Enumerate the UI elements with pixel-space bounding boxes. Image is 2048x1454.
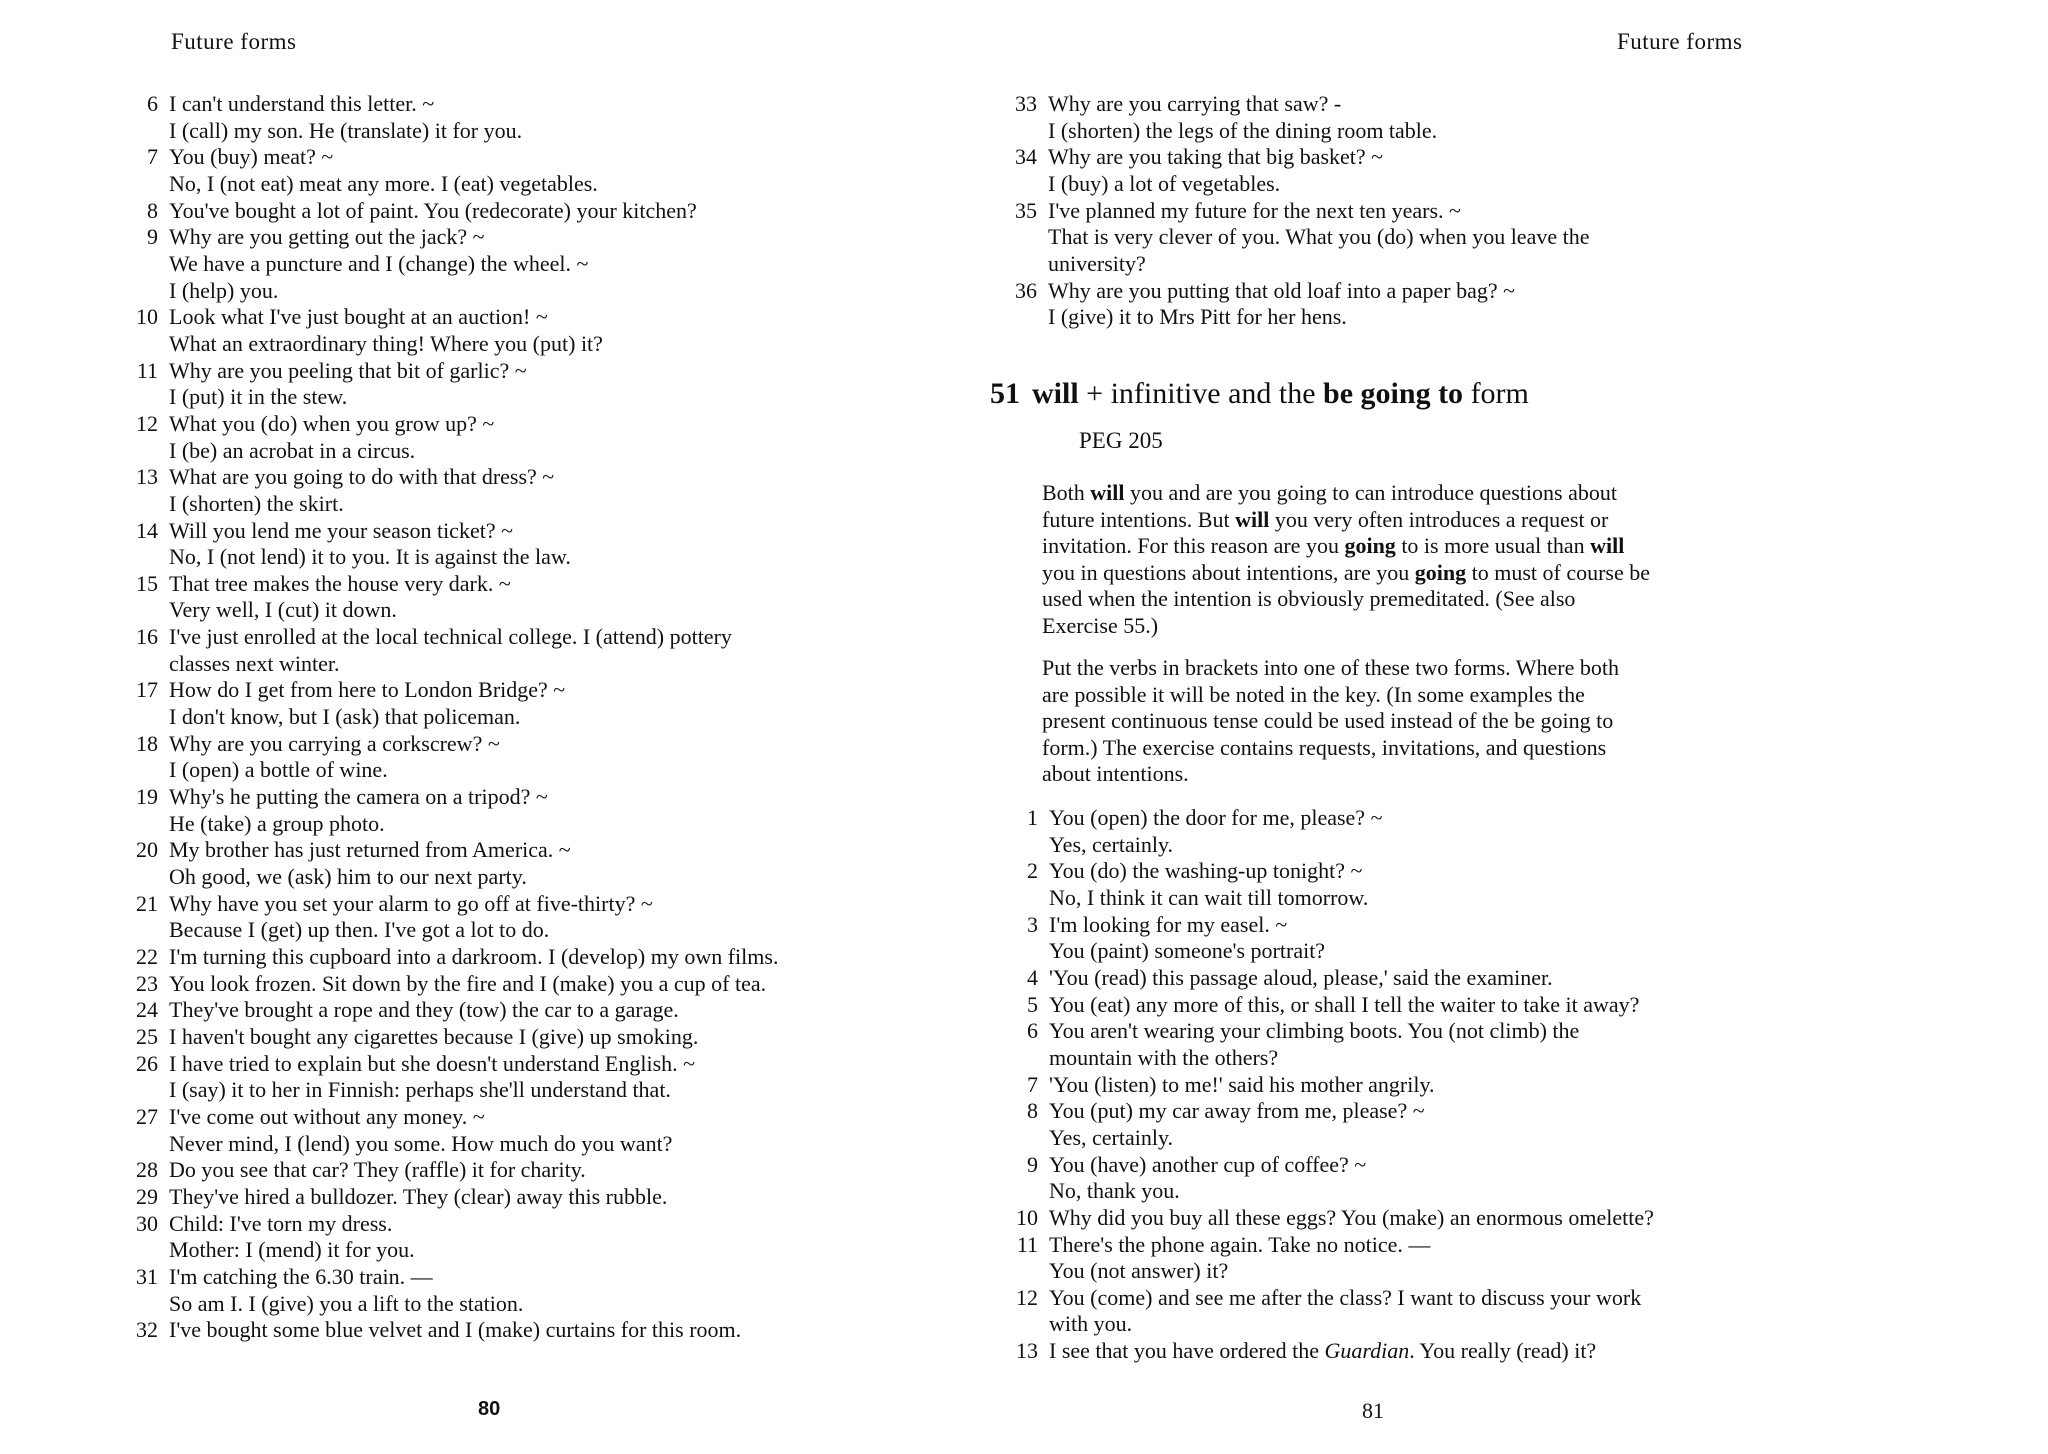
exercise-line: You (put) my car away from me, please? ~	[1049, 1098, 1425, 1124]
exercise-line: I see that you have ordered the Guardian. You really (read) it?	[1049, 1338, 1597, 1364]
exercise-text	[1049, 1232, 1818, 1285]
exercise-item	[998, 858, 1818, 911]
exercise-item	[118, 1024, 948, 1051]
exercise-line: No, I think it can wait till tomorrow.	[1049, 884, 1369, 910]
paragraph-line: about intentions.	[1042, 761, 1189, 786]
exercise-line: Will you lend me your season ticket? ~	[169, 517, 513, 543]
exercise-item	[998, 1285, 1818, 1338]
exercise-number: 5	[1027, 991, 1038, 1017]
exercise-text	[1049, 858, 1818, 911]
exercise-line: I've come out without any money. ~	[169, 1103, 485, 1129]
exercise-text	[169, 91, 948, 144]
exercise-item	[118, 837, 948, 890]
exercise-line: I have tried to explain but she doesn't understand English. ~	[169, 1050, 696, 1076]
exercise-item	[998, 912, 1818, 965]
exercise-text	[169, 731, 948, 784]
exercise-text	[169, 971, 948, 998]
exercise-line: I (open) a bottle of wine.	[169, 757, 388, 783]
exercise-line: You (paint) someone's portrait?	[1049, 938, 1326, 964]
paragraph-line	[1042, 586, 1762, 613]
exercise-text	[1049, 1338, 1818, 1365]
exercise-item	[118, 624, 948, 677]
exercise-text	[169, 411, 948, 464]
exercise-line: What an extraordinary thing! Where you (put) it?	[169, 330, 603, 356]
exercise-line: 'You (listen) to me!' said his mother angrily.	[1049, 1071, 1435, 1097]
exercise-line: You (open) the door for me, please? ~	[1049, 805, 1383, 830]
exercise-item	[118, 224, 948, 304]
exercise-item	[118, 91, 948, 144]
exercise-item	[997, 91, 1817, 144]
exercise-item	[118, 677, 948, 730]
exercise-list	[997, 91, 1817, 331]
exercise-text	[169, 837, 948, 890]
paragraph-line: Put the verbs in brackets into one of these two forms. Where both	[1042, 655, 1619, 680]
paragraph-text: Both	[1042, 480, 1091, 505]
exercise-text	[169, 1264, 948, 1317]
exercise-text	[169, 784, 948, 837]
exercise-line: Never mind, I (lend) you some. How much do you want?	[169, 1130, 673, 1156]
paragraph-text: you in questions about intentions, are you	[1042, 559, 1415, 585]
exercise-number: 20	[136, 837, 158, 863]
exercise-item	[118, 144, 948, 197]
paragraph-text: to is more usual than	[1395, 533, 1591, 558]
exercise-line: Why have you set your alarm to go off at five-thirty? ~	[169, 890, 653, 916]
exercise-line: 'You (read) this passage aloud, please,' said the examiner.	[1049, 964, 1553, 990]
exercise-line: I'm catching the 6.30 train. —	[169, 1263, 433, 1289]
exercise-item	[998, 1338, 1818, 1365]
exercise-item	[118, 997, 948, 1024]
exercise-line: university?	[1048, 250, 1146, 276]
exercise-line: How do I get from here to London Bridge? ~	[169, 677, 566, 703]
left-page	[0, 0, 990, 1454]
exercise-line: Why did you buy all these eggs? You (make) an enormous omelette?	[1049, 1204, 1654, 1230]
exercise-line: I (shorten) the legs of the dining room table.	[1048, 117, 1438, 143]
running-head: Future forms	[171, 29, 297, 54]
exercise-line: So am I. I (give) you a lift to the station.	[169, 1290, 524, 1316]
exercise-text	[169, 891, 948, 944]
paragraph-line	[1042, 533, 1762, 560]
exercise-line: I (be) an acrobat in a circus.	[169, 437, 416, 463]
exercise-number: 15	[136, 570, 158, 596]
paragraph-text: used when the intention is obviously premeditated. (See also	[1042, 586, 1576, 611]
paragraph-text: future intentions. But	[1042, 506, 1236, 532]
exercise-line: Why are you carrying a corkscrew? ~	[169, 730, 500, 756]
exercise-number: 14	[136, 517, 158, 543]
exercise-item	[997, 278, 1817, 331]
bold-term: going	[1344, 533, 1396, 558]
exercise-list	[998, 805, 1818, 1365]
exercise-item	[118, 198, 948, 225]
exercise-text	[169, 304, 948, 357]
exercise-item	[118, 518, 948, 571]
exercise-text	[1048, 144, 1817, 197]
exercise-number: 12	[136, 410, 158, 436]
paragraph-line: form.) The exercise contains requests, invitations, and questions	[1042, 734, 1607, 760]
exercise-line: Why are you putting that old loaf into a paper bag? ~	[1048, 277, 1516, 303]
exercise-text	[169, 677, 948, 730]
exercise-item	[118, 1184, 948, 1211]
running-head: Future forms	[1617, 29, 1743, 54]
exercise-number: 11	[1016, 1231, 1038, 1257]
bold-term: going	[1414, 559, 1467, 585]
bold-term: will	[1235, 506, 1270, 532]
exercise-line: You aren't wearing your climbing boots. You (not climb) the	[1049, 1018, 1580, 1044]
exercise-text	[1049, 992, 1818, 1019]
exercise-item	[118, 1264, 948, 1317]
exercise-line: You (have) another cup of coffee? ~	[1049, 1151, 1367, 1177]
exercise-item	[118, 304, 948, 357]
exercise-item	[118, 571, 948, 624]
page-number: 81	[1362, 1398, 1384, 1423]
exercise-text	[1049, 912, 1818, 965]
paragraph-line	[1042, 613, 1762, 640]
exercise-line: You (buy) meat? ~	[169, 144, 334, 170]
paragraph-text: you and are you going to can introduce questions about	[1124, 480, 1617, 505]
exercise-text	[169, 571, 948, 624]
exercise-text	[169, 944, 948, 971]
exercise-text	[1049, 1285, 1818, 1338]
paragraph-line: are possible it will be noted in the key. (In some examples the	[1042, 681, 1585, 707]
exercise-line: Mother: I (mend) it for you.	[169, 1237, 415, 1263]
exercise-number: 24	[136, 997, 158, 1023]
exercise-number: 35	[1015, 197, 1037, 223]
exercise-number: 8	[147, 197, 158, 223]
exercise-item	[118, 731, 948, 784]
exercise-line: Yes, certainly.	[1049, 1124, 1174, 1150]
exercise-line: He (take) a group photo.	[169, 810, 385, 836]
exercise-number: 6	[1027, 1018, 1038, 1044]
exercise-line: I'm looking for my easel. ~	[1049, 911, 1288, 937]
exercise-line: You (come) and see me after the class? I want to discuss your work	[1049, 1284, 1642, 1310]
exercise-line: You (do) the washing-up tonight? ~	[1049, 858, 1363, 884]
exercise-line: I haven't bought any cigarettes because I (give) up smoking.	[169, 1023, 699, 1049]
exercise-number: 22	[136, 944, 158, 969]
exercise-line: I've bought some blue velvet and I (make) curtains for this room.	[169, 1317, 742, 1343]
section-title-bold: will	[1032, 377, 1079, 410]
exercise-text	[1048, 278, 1817, 331]
section-title-bold: be going to	[1323, 377, 1464, 410]
exercise-number: 7	[147, 144, 158, 170]
exercise-item	[118, 1317, 948, 1344]
paragraph-line	[1042, 480, 1762, 507]
exercise-list	[118, 91, 948, 1344]
exercise-line: classes next winter.	[169, 650, 340, 676]
exercise-line: I've just enrolled at the local technical college. I (attend) pottery	[169, 624, 732, 650]
exercise-line: We have a puncture and I (change) the wheel. ~	[169, 250, 589, 276]
exercise-item	[118, 1104, 948, 1157]
exercise-number: 9	[1027, 1151, 1038, 1177]
exercise-number: 23	[136, 970, 158, 996]
exercise-line: They've brought a rope and they (tow) the car to a garage.	[169, 997, 679, 1023]
instruction-paragraph	[1042, 655, 1762, 788]
exercise-line: Do you see that car? They (raffle) it for charity.	[169, 1157, 586, 1183]
exercise-line: I (buy) a lot of vegetables.	[1048, 170, 1281, 196]
exercise-line: I've planned my future for the next ten years. ~	[1048, 197, 1461, 223]
exercise-number: 16	[136, 624, 158, 650]
exercise-text	[169, 1104, 948, 1157]
exercise-line: Because I (get) up then. I've got a lot to do.	[169, 917, 550, 943]
exercise-line: You look frozen. Sit down by the fire and I (make) you a cup of tea.	[169, 970, 767, 996]
exercise-number: 34	[1015, 144, 1037, 170]
exercise-number: 8	[1027, 1098, 1038, 1124]
exercise-text	[1049, 1018, 1818, 1071]
exercise-line: Why are you peeling that bit of garlic? ~	[169, 357, 527, 383]
exercise-line: with you.	[1049, 1311, 1133, 1337]
exercise-text	[1049, 1205, 1818, 1232]
exercise-number: 10	[1016, 1204, 1038, 1230]
exercise-line: Child: I've torn my dress.	[169, 1210, 393, 1236]
exercise-line: Look what I've just bought at an auction! ~	[169, 304, 548, 330]
exercise-item	[118, 1211, 948, 1264]
exercise-item	[997, 198, 1817, 278]
exercise-number: 13	[136, 464, 158, 490]
exercise-number: 9	[147, 224, 158, 250]
exercise-item	[118, 944, 948, 971]
exercise-text	[169, 1051, 948, 1104]
section-number: 51	[990, 377, 1020, 410]
exercise-item	[118, 784, 948, 837]
exercise-text	[169, 144, 948, 197]
exercise-text	[169, 358, 948, 411]
exercise-text	[1049, 1152, 1818, 1205]
page-number: 80	[478, 1398, 501, 1420]
exercise-number: 10	[136, 304, 158, 330]
exercise-number: 32	[136, 1317, 158, 1343]
exercise-item	[998, 1205, 1818, 1232]
italic-title: Guardian	[1324, 1338, 1410, 1364]
exercise-text	[169, 518, 948, 571]
exercise-number: 31	[136, 1263, 158, 1289]
exercise-number: 33	[1015, 91, 1037, 116]
exercise-number: 2	[1027, 858, 1038, 884]
exercise-number: 11	[136, 357, 158, 383]
exercise-line: What you (do) when you grow up? ~	[169, 410, 495, 436]
exercise-number: 26	[136, 1050, 158, 1076]
paragraph-line	[1042, 560, 1762, 587]
exercise-number: 7	[1027, 1071, 1038, 1097]
exercise-line: No, thank you.	[1049, 1178, 1180, 1204]
exercise-line: I can't understand this letter. ~	[169, 91, 435, 116]
exercise-item	[118, 1157, 948, 1184]
exercise-number: 29	[136, 1183, 158, 1209]
paragraph-text: Exercise 55.)	[1042, 612, 1159, 638]
exercise-text	[1049, 965, 1818, 992]
exercise-number: 36	[1015, 277, 1037, 303]
bold-term: will	[1090, 480, 1125, 505]
exercise-line: I (put) it in the stew.	[169, 384, 348, 410]
exercise-number: 25	[136, 1023, 158, 1049]
exercise-line: My brother has just returned from America. ~	[169, 837, 571, 863]
section-title-text: form	[1463, 377, 1529, 410]
exercise-item	[998, 965, 1818, 992]
exercise-text	[169, 1211, 948, 1264]
exercise-number: 6	[147, 91, 158, 116]
bold-term: will	[1590, 533, 1625, 558]
exercise-number: 27	[136, 1103, 158, 1129]
exercise-item	[118, 891, 948, 944]
exercise-line: Why are you getting out the jack? ~	[169, 224, 485, 250]
exercise-number: 17	[136, 677, 158, 703]
exercise-line: I (say) it to her in Finnish: perhaps she'll understand that.	[169, 1077, 671, 1103]
right-page	[990, 0, 2048, 1454]
exercise-item	[118, 1051, 948, 1104]
exercise-item	[998, 805, 1818, 858]
exercise-line: No, I (not lend) it to you. It is against the law.	[169, 544, 571, 570]
paragraph-line: present continuous tense could be used instead of the be going to	[1042, 708, 1614, 733]
exercise-line: I'm turning this cupboard into a darkroom. I (develop) my own films.	[169, 944, 779, 969]
exercise-line: Why's he putting the camera on a tripod? ~	[169, 784, 548, 810]
exercise-item	[118, 971, 948, 998]
exercise-number: 3	[1027, 911, 1038, 937]
exercise-number: 13	[1016, 1338, 1038, 1364]
exercise-line: I don't know, but I (ask) that policeman.	[169, 704, 521, 730]
exercise-line: I (call) my son. He (translate) it for you.	[169, 117, 523, 143]
exercise-text	[169, 997, 948, 1024]
exercise-item	[998, 1072, 1818, 1099]
exercise-item	[118, 464, 948, 517]
exercise-number: 28	[136, 1157, 158, 1183]
section-heading	[990, 377, 1529, 411]
exercise-text	[1049, 1072, 1818, 1099]
exercise-line: I (shorten) the skirt.	[169, 490, 344, 516]
grammar-reference: PEG 205	[1079, 428, 1163, 453]
exercise-line: Why are you carrying that saw? -	[1048, 91, 1342, 116]
paragraph-line	[1042, 507, 1762, 534]
exercise-line: Why are you taking that big basket? ~	[1048, 144, 1384, 170]
exercise-text	[169, 1317, 948, 1344]
exercise-text	[169, 224, 948, 304]
section-title-text: + infinitive and the	[1078, 377, 1324, 410]
exercise-text	[169, 1157, 948, 1184]
exercise-line: No, I (not eat) meat any more. I (eat) vegetables.	[169, 170, 598, 196]
exercise-text	[1049, 805, 1818, 858]
exercise-line: What are you going to do with that dress? ~	[169, 464, 555, 490]
exercise-number: 18	[136, 730, 158, 756]
exercise-number: 21	[136, 890, 158, 916]
exercise-line: That tree makes the house very dark. ~	[169, 570, 511, 596]
exercise-text	[169, 1184, 948, 1211]
exercise-line: They've hired a bulldozer. They (clear) away this rubble.	[169, 1183, 668, 1209]
exercise-item	[998, 1232, 1818, 1285]
exercise-text	[169, 624, 948, 677]
exercise-line: I (give) it to Mrs Pitt for her hens.	[1048, 304, 1347, 330]
exercise-number: 30	[136, 1210, 158, 1236]
explanation-paragraph	[1042, 480, 1762, 639]
exercise-text	[1048, 198, 1817, 278]
exercise-text	[169, 464, 948, 517]
exercise-item	[998, 992, 1818, 1019]
exercise-item	[997, 144, 1817, 197]
exercise-item	[998, 1018, 1818, 1071]
exercise-line: mountain with the others?	[1049, 1044, 1279, 1070]
exercise-line: There's the phone again. Take no notice. —	[1049, 1231, 1431, 1257]
paragraph-text: to must of course be	[1466, 559, 1650, 585]
exercise-line: You (eat) any more of this, or shall I tell the waiter to take it away?	[1049, 991, 1640, 1017]
exercise-text	[169, 1024, 948, 1051]
exercise-item	[118, 358, 948, 411]
exercise-line: Oh good, we (ask) him to our next party.	[169, 864, 527, 890]
exercise-line: I (help) you.	[169, 277, 279, 303]
exercise-number: 1	[1027, 805, 1038, 830]
paragraph-text: you very often introduces a request or	[1269, 506, 1609, 532]
exercise-line: That is very clever of you. What you (do) when you leave the	[1048, 224, 1590, 250]
exercise-number: 4	[1027, 964, 1038, 990]
exercise-text	[169, 198, 948, 225]
exercise-line: You (not answer) it?	[1049, 1258, 1229, 1284]
paragraph-text: invitation. For this reason are you	[1042, 533, 1345, 558]
exercise-text	[1049, 1098, 1818, 1151]
exercise-number: 19	[136, 784, 158, 810]
exercise-line: Yes, certainly.	[1049, 831, 1174, 857]
exercise-item	[998, 1152, 1818, 1205]
exercise-item	[118, 411, 948, 464]
exercise-item	[998, 1098, 1818, 1151]
exercise-number: 12	[1016, 1284, 1038, 1310]
exercise-line: Very well, I (cut) it down.	[169, 597, 397, 623]
exercise-line: You've bought a lot of paint. You (redecorate) your kitchen?	[169, 197, 697, 223]
exercise-text	[1048, 91, 1817, 144]
